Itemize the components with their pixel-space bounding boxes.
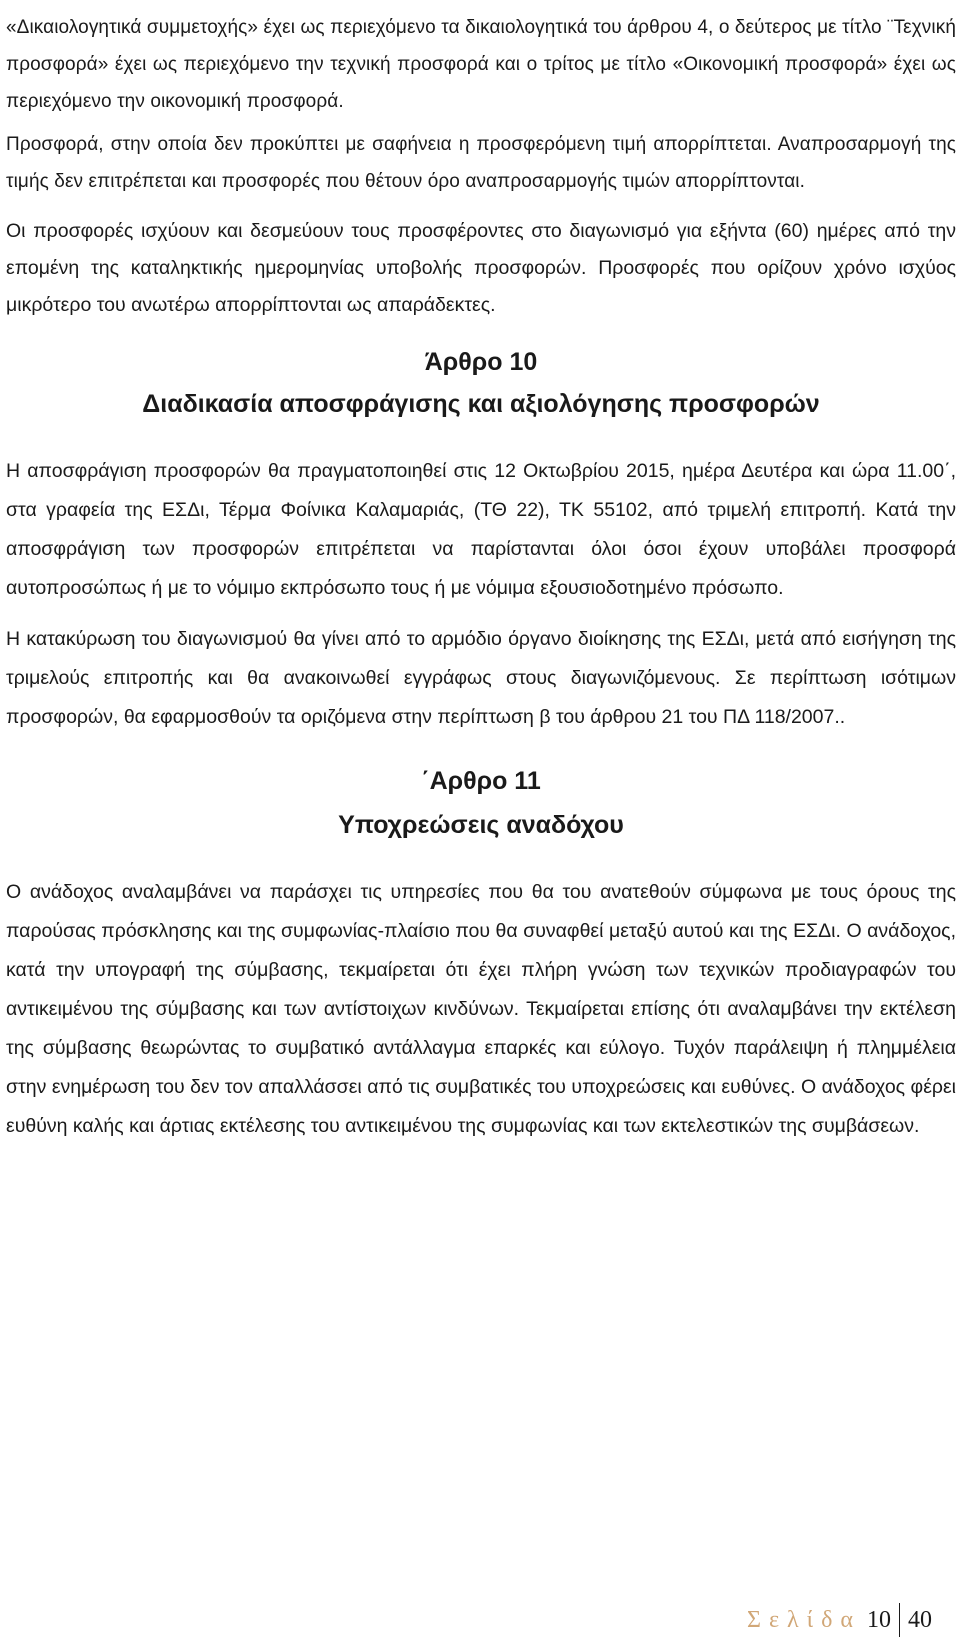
article-11-title: Υποχρεώσεις αναδόχου	[338, 811, 624, 839]
page-number-total: 40	[908, 1607, 932, 1633]
paragraph-unsealing: Η αποσφράγιση προσφορών θα πραγματοποιηθεί στις 12 Οκτωβρίου 2015, ημέρα Δευτέρα και ώρα 11.00΄, στα γραφεία της ΕΣΔι, Τέρμα Φοίνικα Καλαμαριάς, (ΤΘ 22), ΤΚ 55102, από τριμελή επιτροπή. Κατά την αποσφράγιση των προσφορών επιτρέπεται να παρίστανται όλοι όσοι έχουν υποβάλει προσφορά αυτοπροσώπως ή με το νόμιμο εκπρόσωπο τους ή με νόμιμα εξουσιοδοτημένο πρόσωπο.	[6, 460, 956, 599]
page-footer	[747, 1603, 932, 1637]
page-number-current: 10	[867, 1607, 891, 1633]
page-label: Σελίδα	[746, 1607, 861, 1633]
footer-divider	[899, 1603, 900, 1637]
paragraph-price-clarity: Προσφορά, στην οποία δεν προκύπτει με σαφήνεια η προσφερόμενη τιμή απορρίπτεται. Αναπροσαρμογή της τιμής δεν επιτρέπεται και προσφορές που θέτουν όρο αναπροσαρμογής τιμών απορρίπτονται.	[6, 134, 956, 192]
article-11-number: ΄Αρθρο 11	[421, 767, 541, 795]
paragraph-envelopes: «Δικαιολογητικά συμμετοχής» έχει ως περιεχόμενο τα δικαιολογητικά του άρθρου 4, ο δεύτερος με τίτλο ¨Τεχνική προσφορά» έχει ως περιεχόμενο την τεχνική προσφορά και ο τρίτος με τίτλο «Οικονομική προσφορά» έχει ως περιεχόμενο την οικονομική προσφορά.	[6, 17, 956, 112]
article-10-title: Διαδικασία αποσφράγισης και αξιολόγησης προσφορών	[142, 390, 820, 418]
article-10-number: Άρθρο 10	[424, 348, 538, 376]
paragraph-contractor-obligations: Ο ανάδοχος αναλαμβάνει να παράσχει τις υπηρεσίες που θα του ανατεθούν σύμφωνα με τους όρους της παρούσας πρόσκλησης και της συμφωνίας-πλαίσιο που θα συναφθεί μεταξύ αυτού και της ΕΣΔι. Ο ανάδοχος, κατά την υπογραφή της σύμβασης, τεκμαίρεται ότι έχει πλήρη γνώση των τεχνικών προδιαγραφών του αντικειμένου της σύμβασης και των αντίστοιχων κινδύνων. Τεκμαίρεται επίσης ότι αναλαμβάνει την εκτέλεση της σύμβασης θεωρώντας το συμβατικό αντάλλαγμα επαρκές και εύλογο. Τυχόν παράλειψη ή πλημμέλεια στην ενημέρωση του δεν τον απαλλάσσει από τις συμβατικές του υποχρεώσεις και ευθύνες. Ο ανάδοχος φέρει ευθύνη καλής και άρτιας εκτέλεσης του αντικειμένου της συμφωνίας και των εκτελεστικών της συμβάσεων.	[6, 881, 956, 1137]
paragraph-validity: Οι προσφορές ισχύουν και δεσμεύουν τους προσφέροντες στο διαγωνισμό για εξήντα (60) ημέρες από την επομένη της καταληκτικής ημερομηνίας υποβολής προσφορών. Προσφορές που ορίζουν χρόνο ισχύος μικρότερο του ανωτέρω απορρίπτονται ως απαράδεκτες.	[6, 220, 956, 316]
paragraph-award: Η κατακύρωση του διαγωνισμού θα γίνει από το αρμόδιο όργανο διοίκησης της ΕΣΔι, μετά από εισήγηση της τριμελούς επιτροπής και θα ανακοινωθεί εγγράφως στους διαγωνιζόμενους. Σε περίπτωση ισότιμων προσφορών, θα εφαρμοσθούν τα οριζόμενα στην περίπτωση β του άρθρου 21 του ΠΔ 118/2007..	[6, 628, 956, 728]
document-page	[6, 0, 956, 1146]
